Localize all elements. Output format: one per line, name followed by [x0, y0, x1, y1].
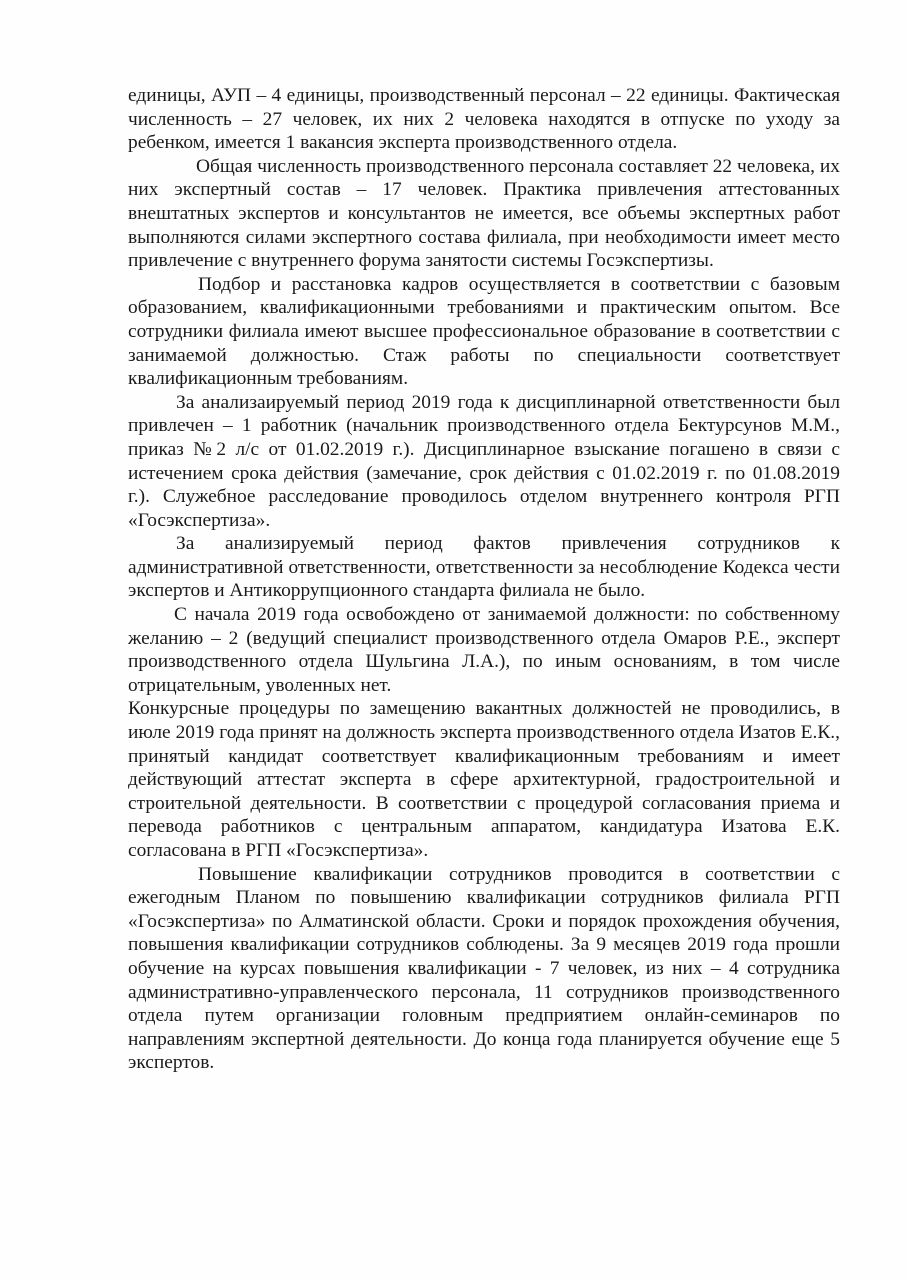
document-body [128, 84, 840, 1075]
paragraph-staffing: единицы, АУП – 4 единицы, производственный персонал – 22 единицы. Фактическая численность – 27 человек, их них 2 человека находятся в отпуске по уходу за ребенком, имеется 1 вакансия эксперта производственного отдела. [128, 85, 840, 154]
paragraph-production-staff: Общая численность производственного персонала составляет 22 человека, их них экспертный состав – 17 человек. Практика привлечения аттестованных внештатных экспертов и консультантов не имеется, все объемы экспертных работ выполняются силами экспертного состава филиала, при необходимости имеет место привлечение с внутреннего форума занятости системы Госэкспертизы. [128, 155, 840, 272]
paragraph-dismissals: С начала 2019 года освобождено от занимаемой должности: по собственному желанию – 2 (ведущий специалист производственного отдела Омаров Р.Е., эксперт производственного отдела Шульгина Л.А.), по иным основаниям, в том числе отрицательным, уволенных нет. [128, 604, 840, 696]
paragraph-personnel-selection: Подбор и расстановка кадров осуществляется в соответствии с базовым образованием, квалификационными требованиями и практическим опытом. Все сотрудники филиала имеют высшее профессиональное образование в соответствии с занимаемой должностью. Стаж работы по специальности соответствует квалификационным требованиям. [128, 273, 840, 390]
paragraph-administrative: За анализируемый период фактов привлечения сотрудников к административной ответственности, ответственности за несоблюдение Кодекса чести экспертов и Антикоррупционного стандарта филиала не было. [128, 533, 840, 602]
paragraph-competitions: Конкурсные процедуры по замещению вакантных должностей не проводились, в июле 2019 года принят на должность эксперта производственного отдела Изатов Е.К., принятый кандидат соответствует квалификационным требованиям и имеет действующий аттестат эксперта в сфере архитектурной, градостроительной и строительной деятельности. В соответствии с процедурой согласования приема и перевода работников с центральным аппаратом, кандидатура Изатова Е.К. согласована в РГП «Госэкспертиза». [128, 698, 840, 861]
paragraph-disciplinary: За анализаируемый период 2019 года к дисциплинарной ответственности был привлечен – 1 работник (начальник производственного отдела Бектурсунов М.М., приказ №2 л/с от 01.02.2019 г.). Дисциплинарное взыскание погашено в связи с истечением срока действия (замечание, срок действия с 01.02.2019 г. по 01.08.2019 г.). Служебное расследование проводилось отделом внутреннего контроля РГП «Госэкспертиза». [128, 391, 840, 531]
paragraph-qualification: Повышение квалификации сотрудников проводится в соответствии с ежегодным Планом по повышению квалификации сотрудников филиала РГП «Госэкспертиза» по Алматинской области. Сроки и порядок прохождения обучения, повышения квалификации сотрудников соблюдены. За 9 месяцев 2019 года прошли обучение на курсах повышения квалификации - 7 человек, из них – 4 сотрудника административно-управленческого персонала, 11 сотрудников производственного отдела путем организации головным предприятием онлайн-семинаров по направлениям экспертной деятельности. До конца года планируется обучение еще 5 экспертов. [128, 863, 840, 1074]
